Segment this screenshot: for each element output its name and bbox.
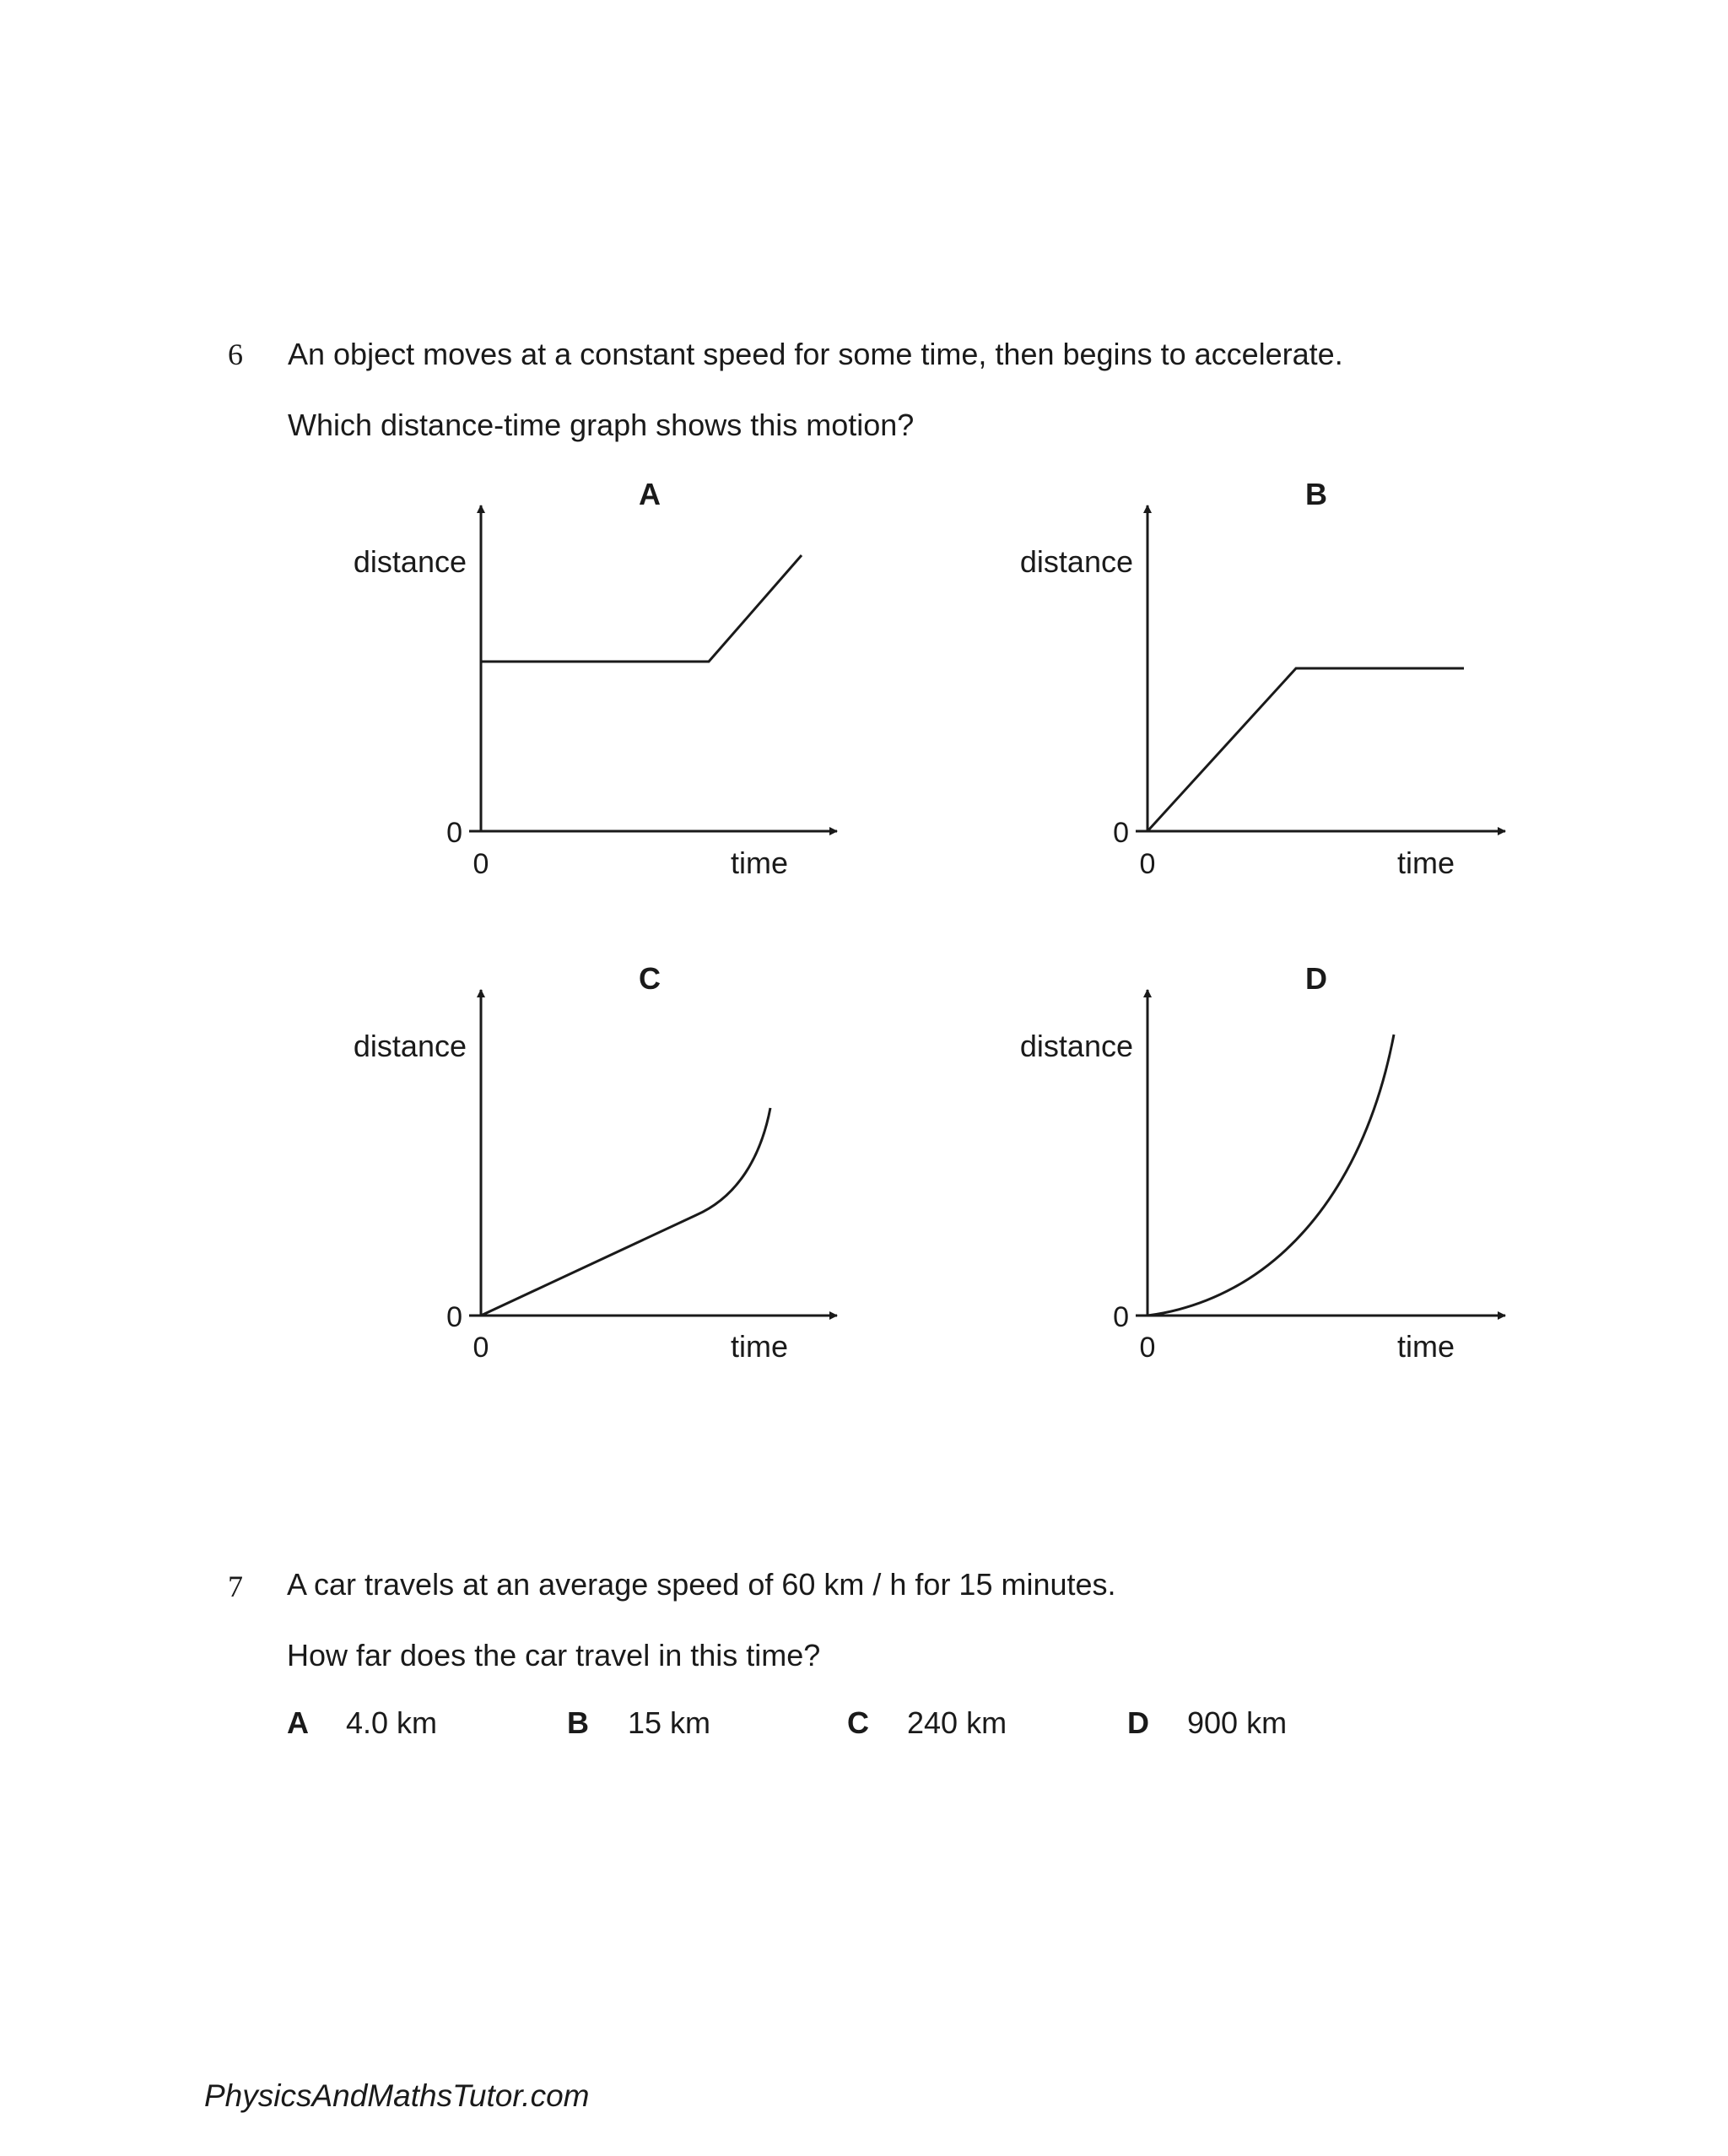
- graph-c-x-origin-label: 0: [472, 1332, 489, 1364]
- option-b-value: 15 km: [628, 1705, 711, 1740]
- graph-a: [354, 477, 837, 880]
- option-d-letter: D: [1127, 1705, 1149, 1740]
- graph-b-x-axis-label: time: [1396, 846, 1455, 880]
- graph-c-curve: [481, 1108, 770, 1316]
- graph-c: [354, 961, 837, 1364]
- question-6-prompt: Which distance-time graph shows this motion?: [288, 408, 915, 442]
- graph-b-label: B: [1305, 477, 1327, 511]
- question-6-number: 6: [228, 338, 243, 371]
- footer-site-name: PhysicsAndMathsTutor.com: [204, 2078, 590, 2113]
- graph-a-y-axis-label: distance: [353, 544, 467, 579]
- graph-d-curve: [1148, 1035, 1394, 1316]
- question-7-prompt: How far does the car travel in this time?: [287, 1638, 821, 1672]
- graph-b-x-origin-label: 0: [1139, 848, 1156, 880]
- graph-d-y-axis-label: distance: [1019, 1029, 1133, 1063]
- graph-d-x-axis-label: time: [1396, 1329, 1455, 1364]
- graph-c-x-axis-label: time: [730, 1329, 789, 1364]
- option-d-value: 900 km: [1187, 1705, 1288, 1740]
- graph-a-label: A: [639, 477, 661, 511]
- graph-d-label: D: [1305, 961, 1327, 996]
- question-6-stem: An object moves at a constant speed for some time, then begins to accelerate.: [288, 337, 1343, 371]
- graph-b: [1020, 477, 1505, 880]
- graph-d-y-origin-label: 0: [1113, 1301, 1129, 1333]
- question-7-number: 7: [228, 1570, 243, 1603]
- graph-a-y-origin-label: 0: [446, 817, 462, 849]
- question-7-stem: A car travels at an average speed of 60 km / h for 15 minutes.: [287, 1567, 1116, 1602]
- graph-c-y-origin-label: 0: [446, 1301, 462, 1333]
- graph-b-y-origin-label: 0: [1113, 817, 1129, 849]
- graph-d: [1020, 961, 1505, 1364]
- option-a-value: 4.0 km: [346, 1705, 438, 1740]
- graph-a-x-axis-label: time: [730, 846, 789, 880]
- option-c-value: 240 km: [907, 1705, 1007, 1740]
- graph-d-x-origin-label: 0: [1139, 1332, 1156, 1364]
- graph-b-y-axis-label: distance: [1019, 544, 1133, 579]
- graph-a-x-origin-label: 0: [472, 848, 489, 880]
- option-a-letter: A: [287, 1705, 309, 1740]
- graph-a-curve: [481, 555, 802, 662]
- graph-c-y-axis-label: distance: [353, 1029, 467, 1063]
- graph-c-label: C: [639, 961, 661, 996]
- graph-b-curve: [1148, 668, 1464, 831]
- option-b-letter: B: [567, 1705, 589, 1740]
- option-c-letter: C: [847, 1705, 869, 1740]
